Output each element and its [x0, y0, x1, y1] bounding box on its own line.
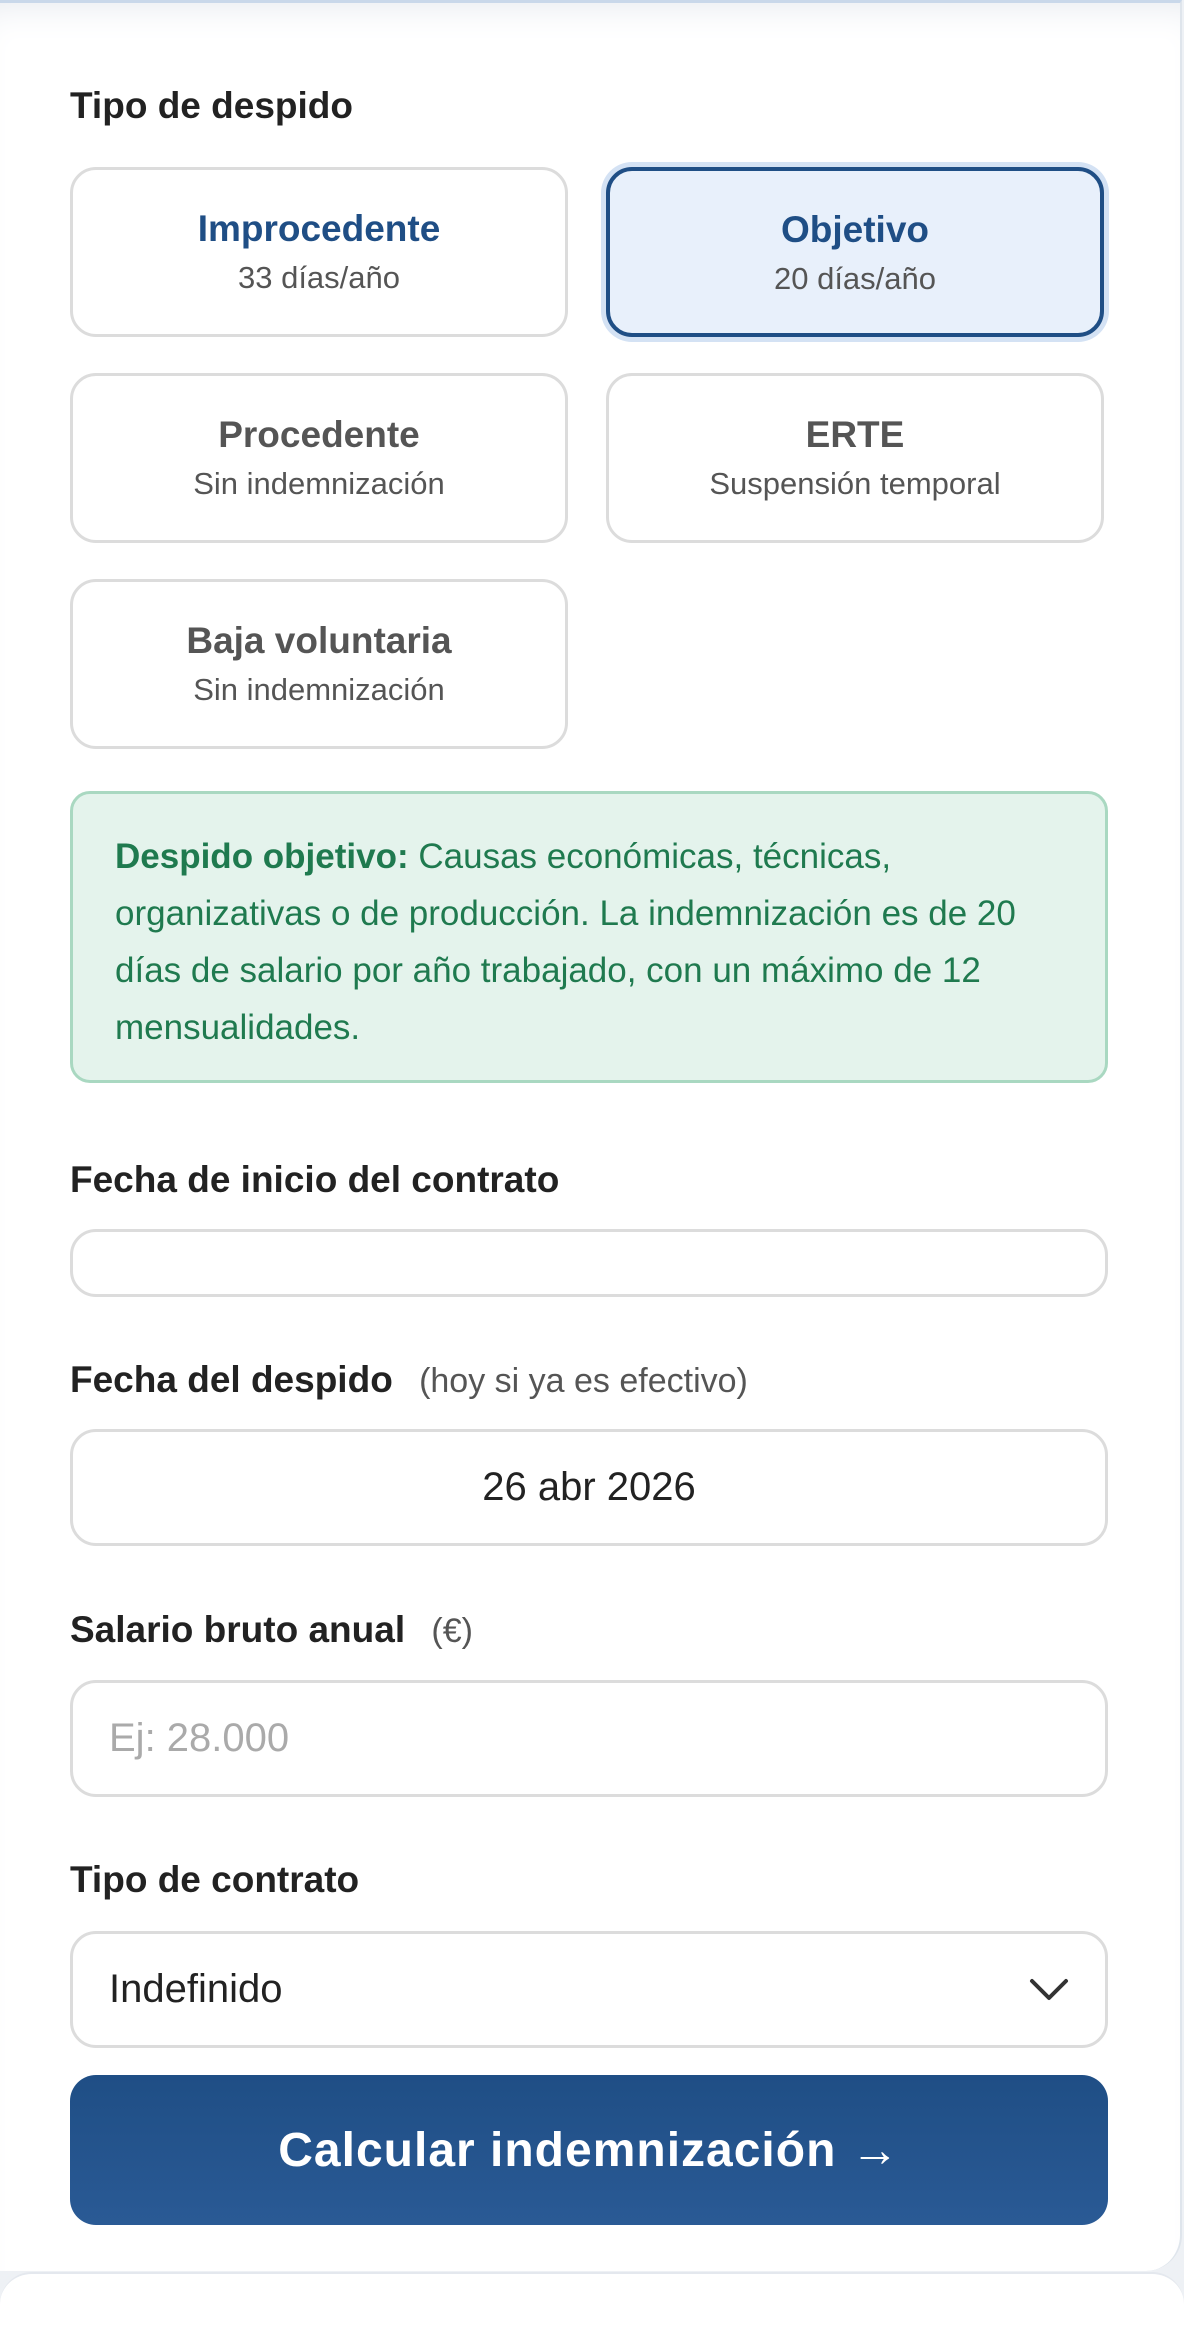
option-improcedente[interactable]	[70, 167, 568, 337]
option-subtitle: Suspensión temporal	[709, 466, 1001, 501]
option-objetivo[interactable]	[606, 167, 1104, 337]
option-title: Improcedente	[197, 208, 441, 249]
contract-type-value: Indefinido	[109, 1967, 283, 2011]
option-title: ERTE	[805, 414, 905, 455]
dismissal-date-input[interactable]	[70, 1429, 1108, 1546]
option-erte[interactable]	[606, 373, 1104, 543]
option-subtitle: Sin indemnización	[193, 466, 445, 501]
option-procedente[interactable]	[70, 373, 568, 543]
contract-start-input[interactable]	[70, 1229, 1108, 1297]
salary-input[interactable]	[70, 1680, 1108, 1797]
chevron-down-icon	[1029, 1970, 1069, 2010]
next-card-edge	[0, 2272, 1184, 2334]
option-subtitle: 20 días/año	[773, 261, 937, 296]
salary-label: Salario bruto anual	[70, 1609, 406, 1650]
dismissal-date-hint: (hoy si ya es efectivo)	[419, 1362, 748, 1400]
info-title: Despido objetivo:	[115, 837, 409, 876]
dismissal-date-label: Fecha del despido	[70, 1359, 393, 1400]
contract-type-select[interactable]	[70, 1931, 1108, 2048]
info-text: Causas económicas, técnicas, organizativas o de producción. La indemnización es de 20 días de salario por año trabajado, con un máximo de 12 mensualidades.	[115, 837, 1016, 1047]
option-title: Objetivo	[780, 209, 930, 250]
calculate-button[interactable]: Calcular indemnización →	[70, 2075, 1108, 2225]
salary-label-row	[70, 1609, 473, 1651]
dismissal-date-label-row	[70, 1359, 748, 1401]
option-title: Baja voluntaria	[186, 620, 452, 661]
option-baja-voluntaria[interactable]	[70, 579, 568, 749]
option-subtitle: 33 días/año	[237, 260, 401, 295]
option-subtitle: Sin indemnización	[193, 672, 445, 707]
dismissal-type-label: Tipo de despido	[70, 85, 353, 126]
dismissal-date-value: 26 abr 2026	[482, 1465, 696, 1509]
info-box	[70, 791, 1108, 1083]
salary-hint: (€)	[431, 1612, 473, 1650]
option-title: Procedente	[218, 414, 420, 455]
contract-start-label: Fecha de inicio del contrato	[70, 1159, 560, 1200]
contract-type-label: Tipo de contrato	[70, 1859, 360, 1900]
